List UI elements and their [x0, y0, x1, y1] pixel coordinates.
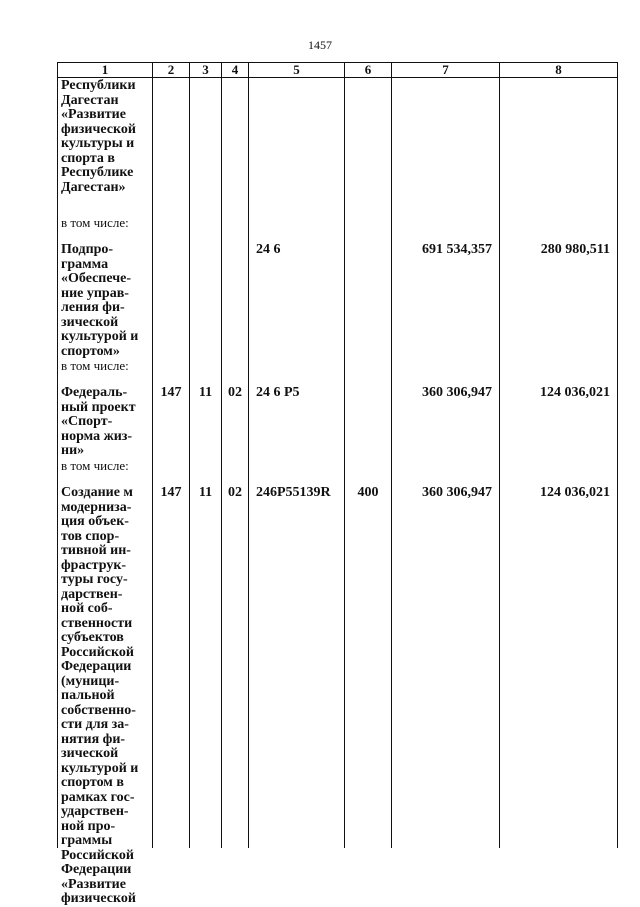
- row-4-col-3: 11: [198, 485, 213, 500]
- row-3-col-2: 147: [160, 385, 182, 400]
- row-1-name: Республики Дагестан «Развитие физической культуры и спорта в Республике Дагестан»: [61, 78, 136, 195]
- column-7-cell: [392, 78, 500, 849]
- column-header-1: 1: [58, 63, 153, 78]
- row-4-col-2: 147: [160, 485, 182, 500]
- column-4-cell: [222, 78, 249, 849]
- table-body-row: [58, 78, 618, 849]
- row-4-col-7: 360 306,947: [422, 485, 492, 500]
- row-4-col-5: 246P55139R: [256, 485, 331, 500]
- row-4-col-8: 124 036,021: [540, 485, 610, 500]
- row-3-name: Федераль-ный проект «Спорт-норма жиз-ни»: [61, 385, 136, 458]
- row-2-name: Подпро-грамма «Обеспече-ние управ-ления фи-зической культурой и спортом»: [61, 242, 139, 359]
- column-3-cell: [190, 78, 222, 849]
- column-header-2: 2: [153, 63, 190, 78]
- column-5-cell: [249, 78, 345, 849]
- column-1-cell: [58, 78, 153, 906]
- row-3-col-3: 11: [198, 385, 213, 400]
- column-header-6: 6: [345, 63, 392, 78]
- column-header-8: 8: [500, 63, 618, 78]
- row-3-col-5: 24 6 P5: [256, 385, 300, 400]
- column-8-cell: [500, 78, 618, 849]
- header-row: [58, 63, 618, 78]
- row-3-col-7: 360 306,947: [422, 385, 492, 400]
- column-header-3: 3: [190, 63, 222, 78]
- column-header-5: 5: [249, 63, 345, 78]
- column-6-cell: [345, 78, 392, 849]
- row-3-col-4: 02: [228, 385, 242, 400]
- row-4-col-6: 400: [357, 485, 379, 500]
- row-3-col-8: 124 036,021: [540, 385, 610, 400]
- column-header-7: 7: [392, 63, 500, 78]
- column-2-cell: [153, 78, 190, 849]
- row-4-name: Создание м модерниза-ция объек-тов спор-тивной ин-фраструк-туры госу-дарствен-ной соб-ственности субъектов Российской Федерации (муници-пальной собственно-сти для за-нятия фи-зической культурой и спортом в рамках гос-ударствен-ной про-граммы Российской Федерации «Развитие физической: [61, 485, 139, 906]
- row-4-col-4: 02: [228, 485, 242, 500]
- row-2-note: в том числе:: [61, 358, 129, 373]
- row-2-col-5: 24 6: [256, 242, 281, 257]
- row-1-note: в том числе:: [61, 215, 129, 230]
- row-2-col-8: 280 980,511: [540, 242, 610, 257]
- page-number: 1457: [308, 38, 332, 52]
- row-2-col-7: 691 534,357: [422, 242, 492, 257]
- budget-table: [57, 62, 618, 906]
- column-header-4: 4: [222, 63, 249, 78]
- row-3-note: в том числе:: [61, 458, 129, 473]
